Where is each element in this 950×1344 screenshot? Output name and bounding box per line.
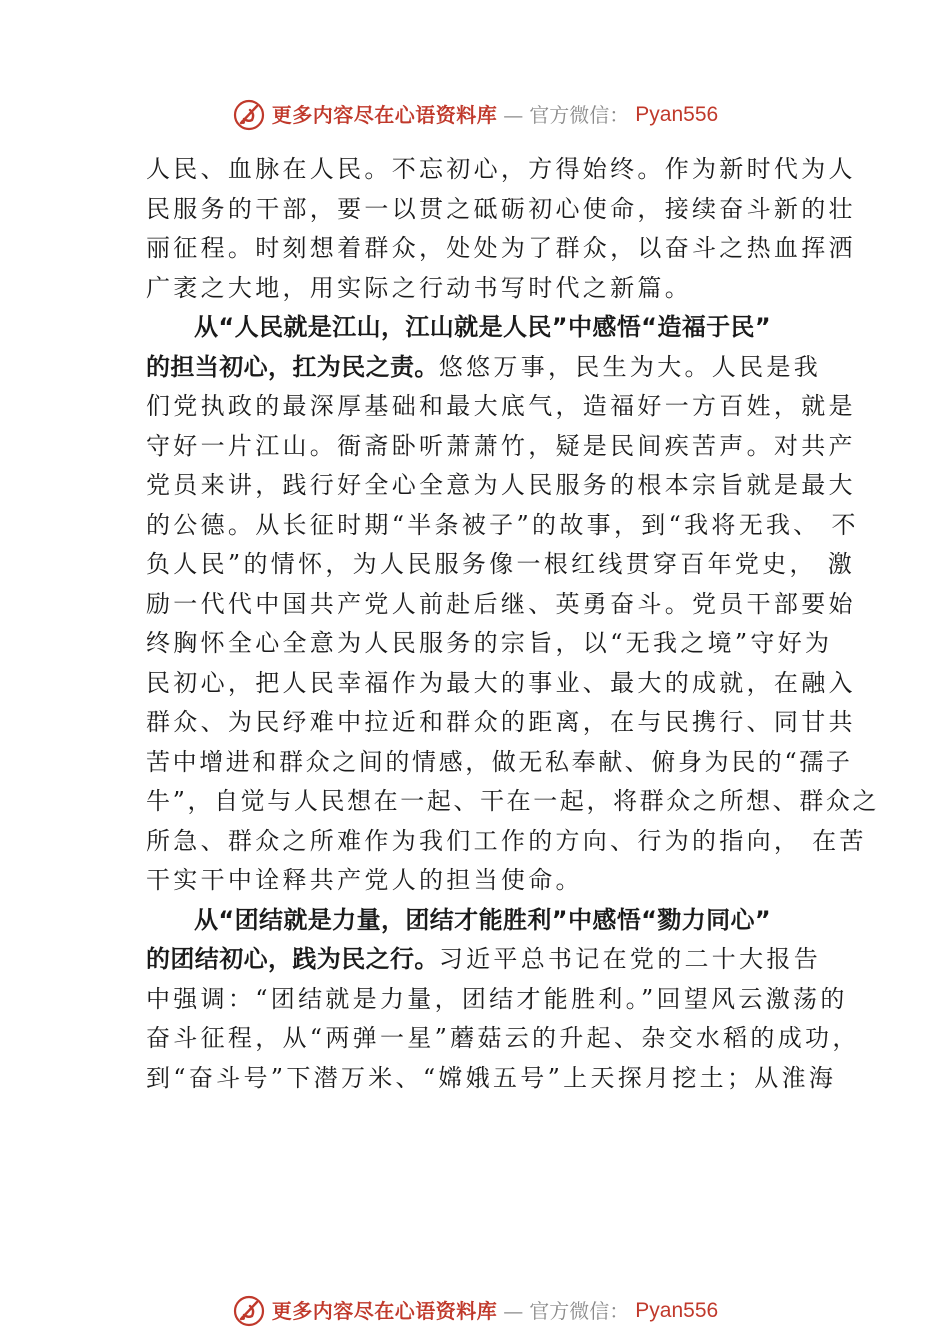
section-heading-line (146, 901, 814, 941)
text-line (146, 664, 856, 704)
watermark-site-text: 更多内容尽在心语资料库 (271, 1299, 498, 1323)
line-text: 民服务的干部，要一以贯之砥砺初心使命，接续奋斗新的壮 (146, 194, 856, 223)
line-text: 悠悠万事，民生为大。人民是我 (438, 352, 822, 381)
footer-watermark (0, 1294, 950, 1328)
text-line (146, 743, 853, 783)
watermark-wechat-id: Pyan556 (635, 103, 719, 126)
line-text: 苦中增进和群众之间的情感，做无私奉献、俯身为民的“孺子 (146, 747, 853, 776)
watermark-wechat-label: 官方微信： (529, 1299, 630, 1323)
text-line (146, 980, 848, 1020)
watermark-wechat-id: Pyan556 (635, 1299, 719, 1322)
text-line (146, 506, 859, 546)
line-text: 人民、血脉在人民。不忘初心，方得始终。作为新时代为人 (146, 155, 856, 183)
line-text: 党员来讲，践行好全心全意为人民服务的根本宗旨就是最大 (146, 471, 856, 499)
line-text: 守好一片江山。衙斋卧听萧萧竹，疑是民间疾苦声。对共产 (146, 431, 856, 460)
watermark-separator: — (503, 103, 524, 127)
text-line (146, 348, 822, 388)
section-heading-line (146, 308, 814, 348)
line-text: 民初心，把人民幸福作为最大的事业、最大的成就，在融入 (146, 668, 856, 697)
text-line (146, 150, 856, 190)
line-text: 的公德。从长征时期“半条被子”的故事，到“我将无我、 不 (146, 510, 859, 539)
section-heading: 从“人民就是江山，江山就是人民”中感悟“造福于民” (194, 313, 772, 341)
text-line (146, 427, 856, 467)
text-line (146, 190, 856, 230)
text-line (146, 269, 814, 309)
document-body (146, 150, 880, 1098)
text-line (146, 703, 856, 743)
text-line (146, 940, 822, 980)
text-line (146, 1019, 860, 1059)
text-line (146, 229, 856, 269)
section-heading: 从“团结就是力量，团结才能胜利”中感悟“勠力同心” (194, 905, 772, 934)
line-text: 牛”，自觉与人民想在一起、干在一起，将群众之所想、群众之 (146, 787, 880, 815)
watermark-site-text: 更多内容尽在心语资料库 (271, 103, 498, 127)
section-heading: 的担当初心，扛为民之责。 (146, 352, 439, 381)
watermark-separator: — (503, 1299, 524, 1323)
text-line (146, 782, 880, 822)
quill-seal-icon (232, 1294, 266, 1328)
line-text: 到“奋斗号”下潜万米、“嫦娥五号”上天探月挖土；从淮海 (146, 1063, 837, 1092)
text-line (146, 1059, 837, 1099)
line-text: 们党执政的最深厚基础和最大底气，造福好一方百姓，就是 (146, 392, 856, 420)
line-text: 奋斗征程，从“两弹一星”蘑菇云的升起、杂交水稻的成功， (146, 1024, 860, 1052)
line-text: 习近平总书记在党的二十大报告 (438, 945, 822, 973)
line-text: 群众、为民纾难中拉近和群众的距离，在与民携行、同甘共 (146, 708, 856, 736)
text-line (146, 387, 856, 427)
text-line (146, 861, 814, 901)
line-text: 干实干中诠释共产党人的担当使命。 (146, 866, 583, 894)
text-line (146, 585, 856, 625)
line-text: 励一代代中国共产党人前赴后继、英勇奋斗。党员干部要始 (146, 589, 856, 618)
text-line (146, 822, 867, 862)
line-text: 中强调：“团结就是力量，团结才能胜利。”回望风云激荡的 (146, 984, 848, 1013)
text-line (146, 624, 833, 664)
header-watermark (0, 98, 950, 132)
line-text: 所急、群众之所难作为我们工作的方向、行为的指向， 在苦 (146, 826, 867, 855)
quill-seal-icon (232, 98, 266, 132)
line-text: 终胸怀全心全意为人民服务的宗旨，以“无我之境”守好为 (146, 629, 833, 657)
line-text: 负人民”的情怀，为人民服务像一根红线贯穿百年党史， 激 (146, 550, 855, 578)
text-line (146, 466, 856, 506)
watermark-wechat-label: 官方微信： (529, 103, 630, 127)
line-text: 丽征程。时刻想着群众，处处为了群众，以奋斗之热血挥洒 (146, 234, 856, 262)
line-text: 广袤之大地，用实际之行动书写时代之新篇。 (146, 273, 692, 302)
section-heading: 的团结初心，践为民之行。 (146, 945, 439, 973)
text-line (146, 545, 855, 585)
